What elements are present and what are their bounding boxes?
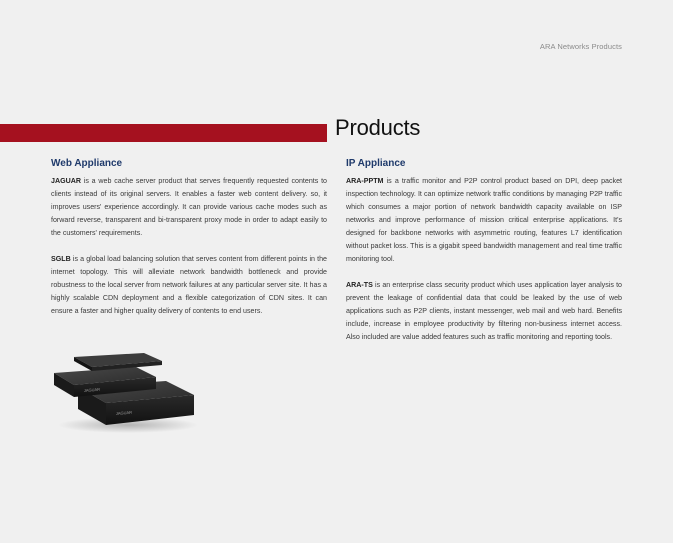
web-appliance-section [51, 157, 327, 331]
ip-appliance-section [346, 157, 622, 357]
ara-pptm-description [346, 175, 622, 266]
network-appliance-hardware-icon [48, 345, 198, 435]
ara-ts-description [346, 279, 622, 344]
sglb-name: SGLB [51, 255, 71, 263]
jaguar-description [51, 175, 327, 240]
web-appliance-heading: Web Appliance [51, 158, 123, 169]
ip-appliance-heading: IP Appliance [346, 158, 406, 169]
sglb-text: is a global load balancing solution that serves content from different points in the internet topology. This will alleviate network bandwidth bottleneck and provide robustness to the local server from network failures at any particular server site. It has a highly scalable CDN deployment and a flexible categorization of CDN sites. It can ensure a faster and higher quality delivery of contents to end users. [51, 255, 327, 315]
ara-pptm-text: is a traffic monitor and P2P control product based on DPI, deep packet inspection technology. It can optimize network traffic conditions by managing P2P traffic which consumes a major portion of network bandwidth capacity available on ISP networks and improve performance of mission critical enterprise applications. It's designed for backbone networks with asymmetric routing, features L7 identification without packet loss. This is a gigabit speed bandwidth management and real time traffic monitoring tool. [346, 177, 622, 263]
accent-bar [0, 124, 327, 142]
header-label: ARA Networks Products [539, 42, 622, 51]
sglb-description [51, 253, 327, 318]
ara-ts-name: ARA-TS [346, 281, 373, 289]
jaguar-text: is a web cache server product that serves frequently requested contents to clients instead of its original servers. It enables a faster web content delivery. so, it improves users' experience accordingly. It can provide various cache modes such as forward reverse, transparent and bi-transparent proxy mode in order to adapt easily to the customers' requirements. [51, 177, 327, 237]
svg-text:JAGUAR: JAGUAR [115, 409, 133, 416]
ara-ts-text: is an enterprise class security product which uses application layer analysis to prevent the leakage of confidential data that could be leaked by the use of web applications such as P2P clients, instant messenger, web mail and web hard. Benefits include, increase in employee productivity by filtering non-business internet access. Also included are value added features such as traffic monitoring and reporting tools. [346, 281, 622, 341]
page-title: Products [335, 115, 421, 140]
ara-pptm-name: ARA-PPTM [346, 177, 384, 185]
svg-text:JAGUAR: JAGUAR [83, 386, 101, 393]
jaguar-name: JAGUAR [51, 177, 81, 185]
